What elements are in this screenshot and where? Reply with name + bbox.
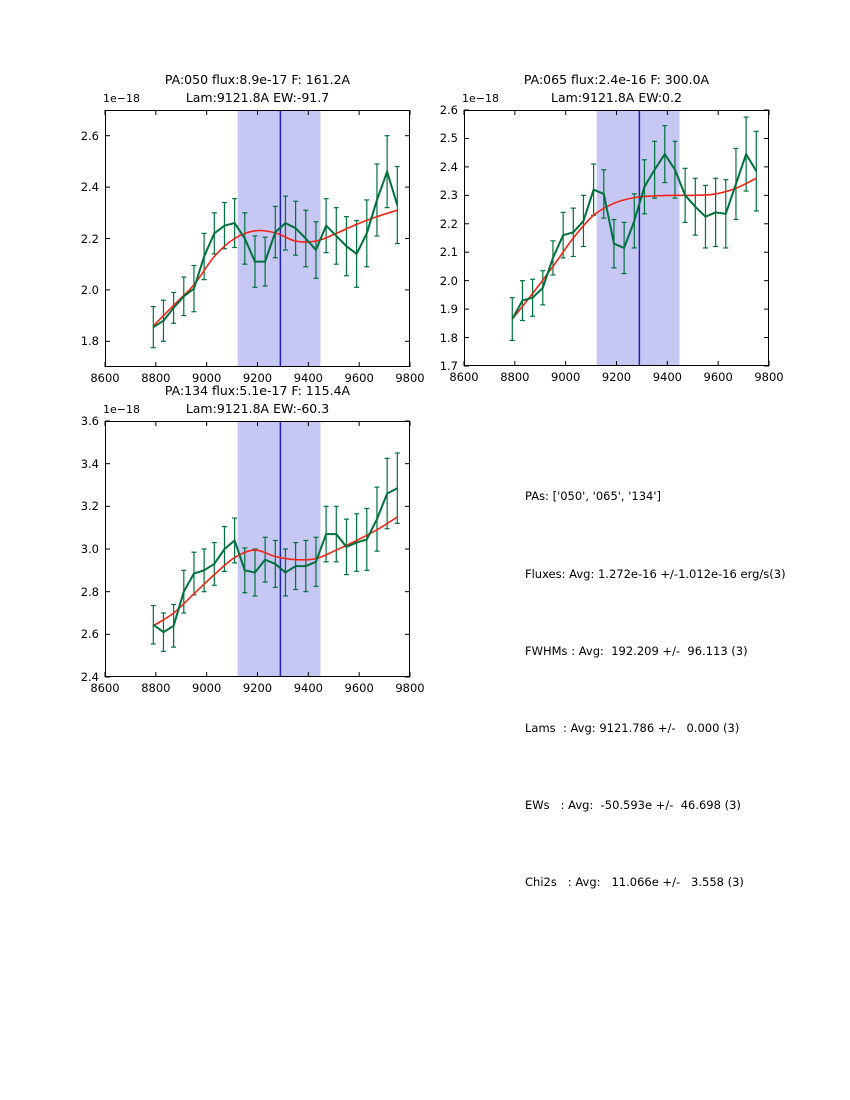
y-tick-label: 2.4 [439, 159, 458, 174]
y-tick-label: 3.6 [80, 414, 99, 428]
plot-pa065 [439, 72, 784, 384]
x-tick-label: 9200 [242, 681, 273, 695]
y-axis-offset-label: 1e−18 [462, 92, 499, 105]
y-tick-label: 2.1 [439, 245, 458, 260]
x-tick-label: 9000 [192, 371, 222, 385]
y-tick-label: 2.6 [80, 128, 99, 143]
axes-area [80, 110, 425, 385]
x-tick-label: 9000 [192, 681, 222, 695]
x-tick-label: 8600 [90, 681, 120, 695]
plot-title-line1: PA:050 flux:8.9e-17 F: 161.2A [164, 72, 351, 87]
y-tick-label: 2.4 [80, 670, 99, 684]
plot-title-line2: Lam:9121.8A EW:-60.3 [185, 401, 330, 416]
stats-line-lams: Lams : Avg: 9121.786 +/- 0.000 (3) [525, 720, 740, 735]
stats-line-fwhms: FWHMs : Avg: 192.209 +/- 96.113 (3) [525, 643, 748, 658]
x-tick-label: 8800 [500, 370, 530, 384]
stats-line-chi2s: Chi2s : Avg: 11.066e +/- 3.558 (3) [525, 874, 744, 889]
axes-area [80, 414, 425, 695]
x-tick-label: 9600 [344, 371, 374, 385]
y-tick-label: 2.5 [439, 131, 458, 146]
y-tick-label: 2.2 [80, 231, 99, 246]
y-tick-label: 2.2 [439, 216, 458, 231]
plot-canvas [464, 110, 769, 366]
highlight-band [597, 110, 680, 366]
stats-line-ews: EWs : Avg: -50.593e +/- 46.698 (3) [525, 797, 741, 812]
x-tick-label: 9400 [652, 370, 682, 384]
y-tick-label: 2.8 [80, 584, 99, 599]
y-tick-label: 2.0 [80, 282, 99, 297]
y-axis-offset-label: 1e−18 [103, 92, 140, 105]
x-tick-label: 9600 [344, 681, 374, 695]
plot-canvas [105, 421, 410, 677]
y-tick-label: 1.8 [439, 330, 458, 345]
plot-pa050 [80, 72, 425, 385]
y-tick-label: 2.6 [439, 103, 458, 117]
y-axis-offset-label: 1e−18 [103, 403, 140, 416]
x-tick-label: 8600 [449, 370, 479, 384]
plot-title-line2: Lam:9121.8A EW:-91.7 [185, 90, 330, 105]
highlight-band [238, 421, 321, 677]
y-tick-label: 3.4 [80, 456, 99, 471]
stats-line-fluxes: Fluxes: Avg: 1.272e-16 +/-1.012e-16 erg/s(3) [525, 566, 786, 581]
x-tick-label: 8800 [141, 371, 171, 385]
x-tick-label: 9800 [395, 681, 425, 695]
x-tick-label: 9600 [703, 370, 733, 384]
y-tick-label: 1.8 [80, 334, 99, 349]
plot-canvas [105, 110, 410, 367]
x-tick-label: 9200 [242, 371, 273, 385]
x-tick-label: 8600 [90, 371, 120, 385]
x-tick-label: 9800 [395, 371, 425, 385]
plot-title-line2: Lam:9121.8A EW:0.2 [551, 90, 682, 105]
axes-area [439, 103, 784, 384]
x-tick-label: 9000 [551, 370, 581, 384]
stats-panel [525, 433, 786, 947]
y-tick-label: 2.6 [80, 627, 99, 642]
x-tick-label: 8800 [141, 681, 171, 695]
plot-pa134 [80, 383, 425, 695]
y-tick-label: 1.9 [439, 302, 458, 317]
stats-line-pas: PAs: ['050', '065', '134'] [525, 489, 662, 504]
y-tick-label: 1.7 [439, 359, 458, 373]
x-tick-label: 9400 [293, 681, 323, 695]
y-tick-label: 2.3 [439, 188, 458, 203]
y-tick-label: 3.2 [80, 499, 99, 514]
plot-title-line1: PA:065 flux:2.4e-16 F: 300.0A [523, 72, 710, 87]
highlight-band [238, 110, 321, 367]
y-tick-label: 3.0 [80, 542, 99, 556]
x-tick-label: 9400 [293, 371, 323, 385]
x-tick-label: 9800 [754, 370, 784, 384]
plot-title-line1: PA:134 flux:5.1e-17 F: 115.4A [164, 383, 351, 398]
y-tick-label: 2.4 [80, 180, 99, 195]
y-tick-label: 2.0 [439, 273, 458, 288]
x-tick-label: 9200 [601, 370, 632, 384]
